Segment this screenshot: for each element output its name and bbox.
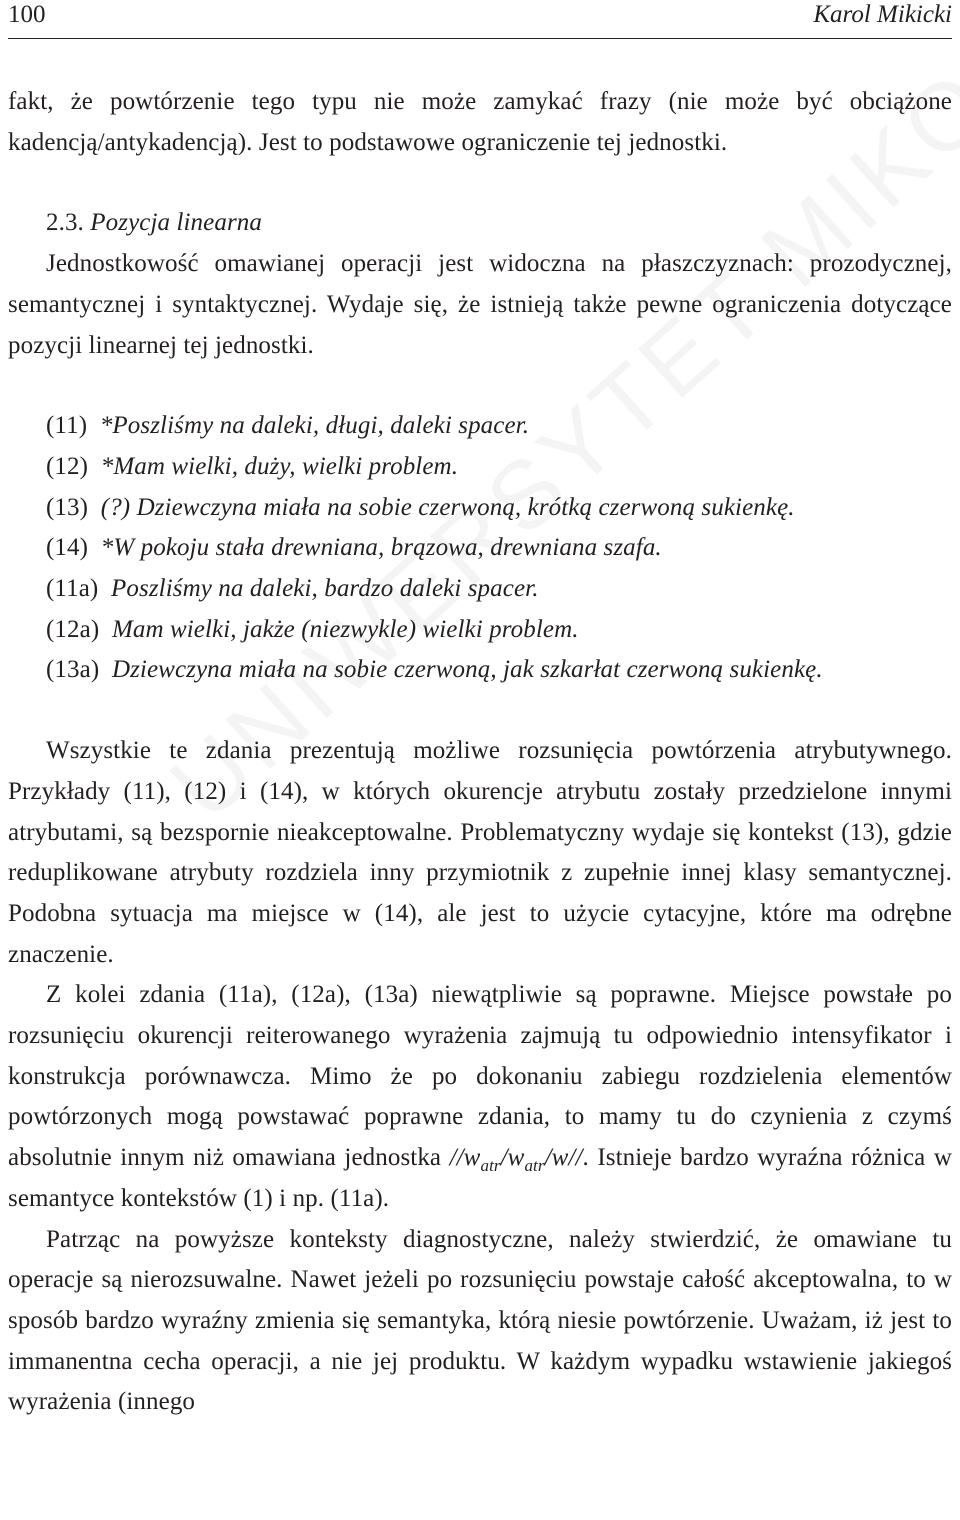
example-item [8, 528, 952, 569]
formula-subscript-b: atr [524, 1156, 545, 1176]
example-item [8, 610, 952, 651]
paragraph-1: Jednostkowość omawianej operacji jest widoczna na płaszczyznach: prozodycznej, semantycznej i syntaktycznej. Wydaje się, że istnieją także pewne ograniczenia dotyczące pozycji linearnej tej jednostki. [8, 250, 952, 359]
example-item [8, 447, 952, 488]
example-label: (13a) [46, 656, 100, 684]
example-item [8, 650, 952, 691]
example-label: (12) [46, 452, 89, 480]
example-text: *Mam wielki, duży, wielki problem. [100, 452, 459, 480]
paragraph-4: Patrząc na powyższe konteksty diagnostyczne, należy stwierdzić, że omawiane tu operacje są nierozsuwalne. Nawet jeżeli po rozsunięciu powstaje całość akceptowalna, to w sposób bardzo wyraźny zmienia się semantyka, którą niesie powtórzenie. Uważam, iż jest to immanentna cecha operacji, a nie jej produktu. W każdym wypadku wstawienie jakiegoś wyrażenia (innego [8, 1225, 952, 1416]
formula-subscript-a: atr [480, 1156, 501, 1176]
paragraph-3 [8, 975, 952, 1219]
document-page [8, 0, 952, 1520]
paragraph-3-after: . Istnieje bardzo wyraźna różnica w semantyce kontekstów (1) i np. (11a). [8, 1144, 952, 1212]
paragraph-2: Wszystkie te zdania prezentują możliwe rozsunięcia powtórzenia atrybutywnego. Przykłady (11), (12) i (14), w których okurencje atrybutu zostały przedzielone innymi atrybutami, są bezspornie nieakceptowalne. Problematyczny wydaje się kontekst (13), gdzie reduplikowane atrybuty rozdziela inny przymiotnik z zupełnie innej klasy semantycznej. Podobna sytuacja ma miejsce w (14), ale jest to użycie cytacyjne, które ma odrębne znaczenie. [8, 737, 952, 968]
formula-part-b: /w [500, 1144, 525, 1172]
example-item [8, 406, 952, 447]
example-text: (?) Dziewczyna miała na sobie czerwoną, krótką czerwoną sukienkę. [100, 493, 795, 521]
running-head-author: Karol Mikicki [813, 1, 952, 28]
example-label: (14) [46, 534, 89, 562]
page-number: 100 [8, 1, 46, 28]
example-text: *W pokoju stała drewniana, brązowa, drewniana szafa. [100, 534, 662, 562]
examples-list [8, 406, 952, 691]
section-number: 2.3. [46, 209, 84, 237]
section-title: Pozycja linearna [90, 209, 262, 237]
example-text: Poszliśmy na daleki, bardzo daleki spacer. [111, 575, 539, 603]
section-heading [8, 203, 952, 244]
example-item [8, 569, 952, 610]
example-text: Dziewczyna miała na sobie czerwoną, jak szkarłat czerwoną sukienkę. [111, 656, 823, 684]
paragraph-3-before: Z kolei zdania (11a), (12a), (13a) niewątpliwie są poprawne. Miejsce powstałe po rozsunięciu okurencji reiterowanego wyrażenia zajmują tu odpowiednio intensyfikator i konstrukcja porównawcza. Mimo że po dokonaniu zabiegu rozdzielenia elementów powtórzonych mogą powstawać poprawne zdania, to mamy tu do czynienia z czymś absolutnie innym niż omawiana jednostka [8, 981, 952, 1172]
formula-part-a: //w [449, 1144, 481, 1172]
formula-part-c: /w// [544, 1144, 583, 1172]
page-header [8, 0, 952, 39]
example-text: Mam wielki, jakże (niezwykle) wielki problem. [111, 615, 579, 643]
example-item [8, 488, 952, 529]
example-label: (11a) [46, 575, 99, 603]
paragraph-intro: fakt, że powtórzenie tego typu nie może zamykać frazy (nie może być obciążone kadencją/antykadencją). Jest to podstawowe ograniczenie tej jednostki. [8, 88, 952, 156]
example-label: (11) [46, 412, 88, 440]
example-text: *Poszliśmy na daleki, długi, daleki spacer. [99, 412, 530, 440]
example-label: (13) [46, 493, 89, 521]
page-content [8, 82, 952, 1423]
example-label: (12a) [46, 615, 100, 643]
